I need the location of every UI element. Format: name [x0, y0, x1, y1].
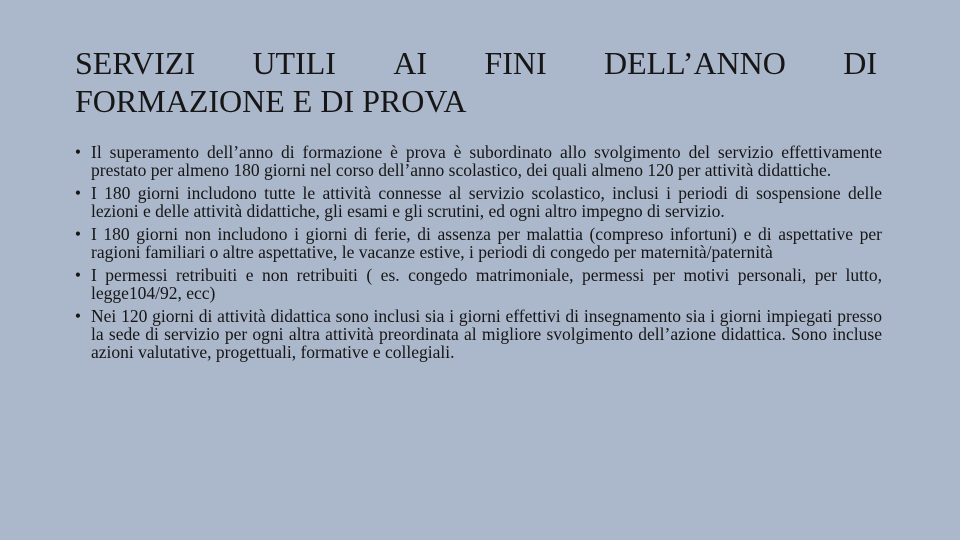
bullet-dot-icon: • — [74, 142, 82, 162]
title-word: FINI — [484, 45, 547, 81]
bullet-item — [72, 184, 882, 220]
bullet-text: I permessi retribuiti e non retribuiti ( es. congedo matrimoniale, permessi per motivi personali, per lutto, legge104/92, ecc) — [91, 265, 882, 303]
title-word: UTILI — [252, 45, 336, 81]
title-line-2: FORMAZIONE E DI PROVA — [75, 83, 467, 119]
bullet-text: Nei 120 giorni di attività didattica sono inclusi sia i giorni effettivi di insegnamento sia i giorni impiegati presso la sede di servizio per ogni altra attività preordinata al migliore svolgimento dell’azione didattica. Sono incluse azioni valutative, progettuali, formative e collegiali. — [91, 306, 882, 362]
title-line-1 — [75, 44, 877, 82]
bullet-item — [72, 266, 882, 302]
bullet-item — [72, 225, 882, 261]
title-word: DELL’ANNO — [603, 45, 786, 81]
bullet-dot-icon: • — [74, 265, 82, 285]
bullet-item — [72, 307, 882, 361]
title-word: SERVIZI — [75, 45, 196, 81]
title-word: AI — [393, 45, 428, 81]
bullet-list — [72, 143, 882, 366]
bullet-text: I 180 giorni includono tutte le attività connesse al servizio scolastico, inclusi i periodi di sospensione delle lezioni e delle attività didattiche, gli esami e gli scrutini, ed ogni altro impegno di servizio. — [91, 183, 882, 221]
bullet-text: Il superamento dell’anno di formazione è prova è subordinato allo svolgimento del servizio effettivamente prestato per almeno 180 giorni nel corso dell’anno scolastico, dei quali almeno 120 per attività didattiche. — [91, 142, 882, 180]
bullet-dot-icon: • — [74, 306, 82, 326]
title-word: DI — [843, 45, 877, 81]
slide-title — [75, 44, 877, 120]
bullet-text: I 180 giorni non includono i giorni di ferie, di assenza per malattia (compreso infortuni) e di aspettative per ragioni familiari o altre aspettative, le vacanze estive, i periodi di congedo per maternità/paternità — [91, 224, 882, 262]
bullet-dot-icon: • — [74, 224, 82, 244]
bullet-dot-icon: • — [74, 183, 82, 203]
bullet-item — [72, 143, 882, 179]
